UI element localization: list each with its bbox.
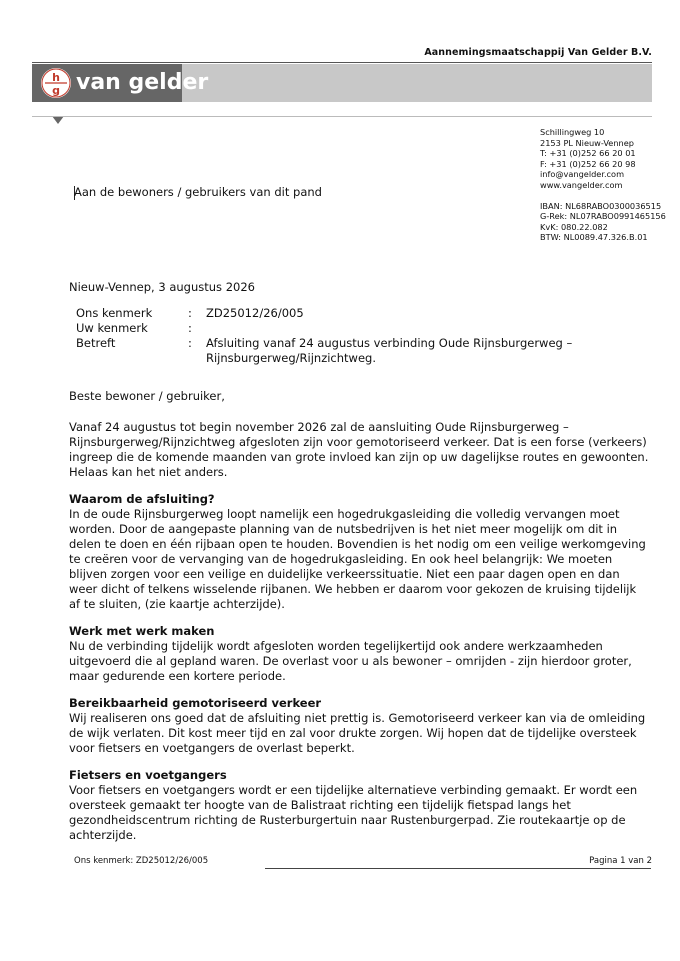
bank-line: IBAN: NL68RABO0300036515 <box>540 200 662 211</box>
section-heading: Fietsers en voetgangers <box>69 768 227 782</box>
contact-line: Schillingweg 10 <box>540 127 605 137</box>
banner-pointer-icon <box>52 116 64 124</box>
page-number: Pagina 1 van 2 <box>589 856 652 866</box>
logo-wordmark: van gelder <box>76 70 209 95</box>
footer-reference: Ons kenmerk: ZD25012/26/005 <box>74 856 209 866</box>
colon: : <box>188 336 192 350</box>
salutation: Beste bewoner / gebruiker, <box>69 389 225 403</box>
colon: : <box>188 321 192 335</box>
contact-line: T: +31 (0)252 66 20 01 <box>540 148 636 159</box>
ons-kenmerk-value: ZD25012/26/005 <box>206 306 304 320</box>
section-paragraph: In de oude Rijnsburgerweg loopt namelijk een hogedrukgasleiding die volledig vervangen moet worden. Door de aangepaste planning van de nutsbedrijven is het niet meer mogelijk om dit in delen te doen en één rijbaan open te houden. Bovendien is het nodig om een veilige werkomgeving te creëren voor de vervanging van de hogedrukgasleiding. En ook heel belangrijk: We moeten blijven zorgen voor een veilige en duidelijke verkeerssituatie. Niet een paar dagen open en dan weer dicht of telkens wisselende rijbanen. We hebben er daarom voor gekozen de kruising tijdelijk af te sluiten, (zie kaartje achterzijde). <box>69 507 646 611</box>
uw-kenmerk-label: Uw kenmerk <box>76 321 148 335</box>
section-paragraph: Wij realiseren ons goed dat de afsluiting niet prettig is. Gemotoriseerd verkeer kan via de omleiding de wijk verlaten. Dit kost meer tijd en zal voor drukte zorgen. Wij hopen dat de tijdelijke oversteek voor fietsers en voetgangers de overlast beperkt. <box>69 711 646 755</box>
section-paragraph: Nu de verbinding tijdelijk wordt afgesloten worden tegelijkertijd ook andere werkzaamheden uitgevoerd die al gepland waren. De overlast voor u als bewoner – omrijden - zijn hierdoor groter, maar gedurende een kortere periode. <box>69 639 632 683</box>
section-heading: Bereikbaarheid gemotoriseerd verkeer <box>69 696 322 710</box>
ons-kenmerk-label: Ons kenmerk <box>76 306 153 320</box>
company-name: Aannemingsmaatschappij Van Gelder B.V. <box>424 47 652 58</box>
footer-rule <box>265 868 651 869</box>
contact-line: 2153 PL Nieuw-Vennep <box>540 137 634 148</box>
section-paragraph: Voor fietsers en voetgangers wordt er een tijdelijke alternatieve verbinding gemaakt. Er wordt een oversteek gemaakt ter hoogte van de Balistraat richting een tijdelijk fietspad langs het gezondheidscentrum richting de Rusterburgertuin naar Rustenburgerpad. Zie routekaartje op de achterzijde. <box>69 783 638 842</box>
banner-underline <box>32 116 652 117</box>
logo-monogram-icon <box>41 68 71 98</box>
contact-email[interactable]: info@vangelder.com <box>540 169 625 180</box>
contact-line: F: +31 (0)252 66 20 98 <box>540 158 636 169</box>
intro-paragraph: Vanaf 24 augustus tot begin november 2026 zal de aansluiting Oude Rijnsburgerweg – Rijnsburgerweg/Rijnzichtweg afgesloten zijn voor gemotoriseerd verkeer. Dat is een forse (verkeers) ingreep die de komende maanden van grote invloed kan zijn op uw dagelijkse routes en gewoonten. Helaas kan het niet anders. <box>69 420 649 479</box>
bank-line: KvK: 080.22.082 <box>540 221 608 232</box>
bank-line: G-Rek: NL07RABO0991465156 <box>540 211 666 222</box>
addressee: Aan de bewoners / gebruikers van dit pand <box>74 185 322 199</box>
contact-website[interactable]: www.vangelder.com <box>540 179 623 190</box>
section-heading: Werk met werk maken <box>69 624 215 638</box>
date-line: Nieuw-Vennep, 3 augustus 2026 <box>69 280 255 294</box>
colon: : <box>188 306 192 320</box>
header-rule <box>32 62 652 63</box>
betreft-value-line2: Rijnsburgerweg/Rijnzichtweg. <box>206 351 376 365</box>
contact-block <box>540 127 666 243</box>
letter-body <box>69 420 649 855</box>
svg-text:h: h <box>52 71 60 84</box>
betreft-value-line1: Afsluiting vanaf 24 augustus verbinding Oude Rijnsburgerweg – <box>206 336 573 350</box>
section-heading: Waarom de afsluiting? <box>69 492 215 506</box>
svg-text:g: g <box>52 84 60 97</box>
bank-line: BTW: NL0089.47.326.B.01 <box>540 232 648 243</box>
betreft-label: Betreft <box>76 336 116 350</box>
